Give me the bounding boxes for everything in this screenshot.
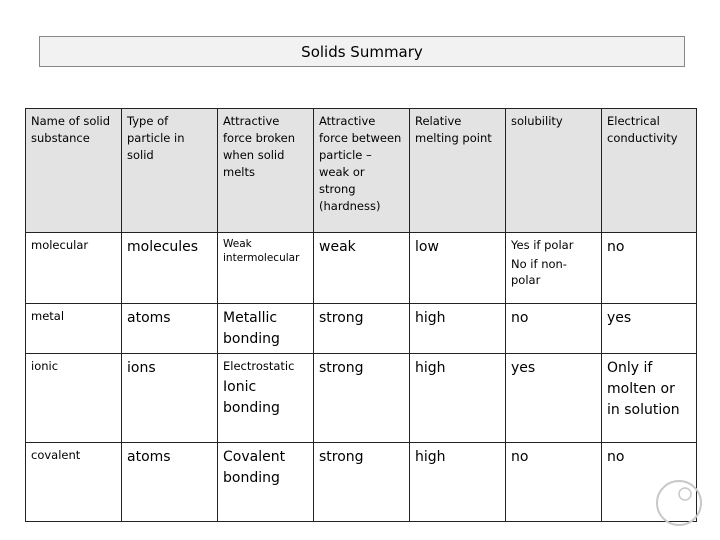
solids-summary-table xyxy=(25,108,697,522)
solubility-line-2: No if non-polar xyxy=(511,257,567,287)
table-row xyxy=(26,443,697,522)
cell-strength: weak xyxy=(314,233,410,304)
publisher-logo xyxy=(649,478,711,536)
cell-particle: atoms xyxy=(122,443,218,522)
header-solubility: solubility xyxy=(506,109,602,233)
cell-conductivity: no xyxy=(602,443,697,522)
cell-conductivity: Only if molten or in solution xyxy=(602,354,697,443)
cell-particle: molecules xyxy=(122,233,218,304)
header-name: Name of solid substance xyxy=(26,109,122,233)
cell-conductivity: yes xyxy=(602,304,697,354)
table-row xyxy=(26,354,697,443)
header-strength-note: (hardness) xyxy=(319,199,381,213)
cell-force: Weak intermolecular xyxy=(218,233,314,304)
cell-force: Covalent bonding xyxy=(218,443,314,522)
table-row xyxy=(26,304,697,354)
header-strength xyxy=(314,109,410,233)
cell-solubility: no xyxy=(506,304,602,354)
cell-particle: ions xyxy=(122,354,218,443)
force-line-1: Electrostatic xyxy=(223,359,295,373)
cell-conductivity: no xyxy=(602,233,697,304)
header-strength-text: Attractive force between particle – weak or strong xyxy=(319,114,402,196)
page-title: Solids Summary xyxy=(301,42,423,61)
cell-name: metal xyxy=(26,304,122,354)
cell-melting: high xyxy=(410,354,506,443)
force-line-2: Ionic bonding xyxy=(223,379,280,416)
cell-force: Metallic bonding xyxy=(218,304,314,354)
cell-force xyxy=(218,354,314,443)
cell-name: molecular xyxy=(26,233,122,304)
cell-solubility: yes xyxy=(506,354,602,443)
cell-melting: low xyxy=(410,233,506,304)
logo-mark-icon xyxy=(649,478,711,536)
cell-melting: high xyxy=(410,304,506,354)
solubility-line-1: Yes if polar xyxy=(511,238,574,252)
cell-strength: strong xyxy=(314,304,410,354)
cell-solubility xyxy=(506,233,602,304)
header-melting: Relative melting point xyxy=(410,109,506,233)
table-row xyxy=(26,233,697,304)
cell-particle: atoms xyxy=(122,304,218,354)
cell-name: ionic xyxy=(26,354,122,443)
header-force: Attractive force broken when solid melts xyxy=(218,109,314,233)
header-particle: Type of particle in solid xyxy=(122,109,218,233)
header-conductivity: Electrical conductivity xyxy=(602,109,697,233)
cell-solubility: no xyxy=(506,443,602,522)
cell-melting: high xyxy=(410,443,506,522)
title-box xyxy=(39,36,685,67)
cell-strength: strong xyxy=(314,354,410,443)
cell-strength: strong xyxy=(314,443,410,522)
header-row xyxy=(26,109,697,233)
cell-name: covalent xyxy=(26,443,122,522)
